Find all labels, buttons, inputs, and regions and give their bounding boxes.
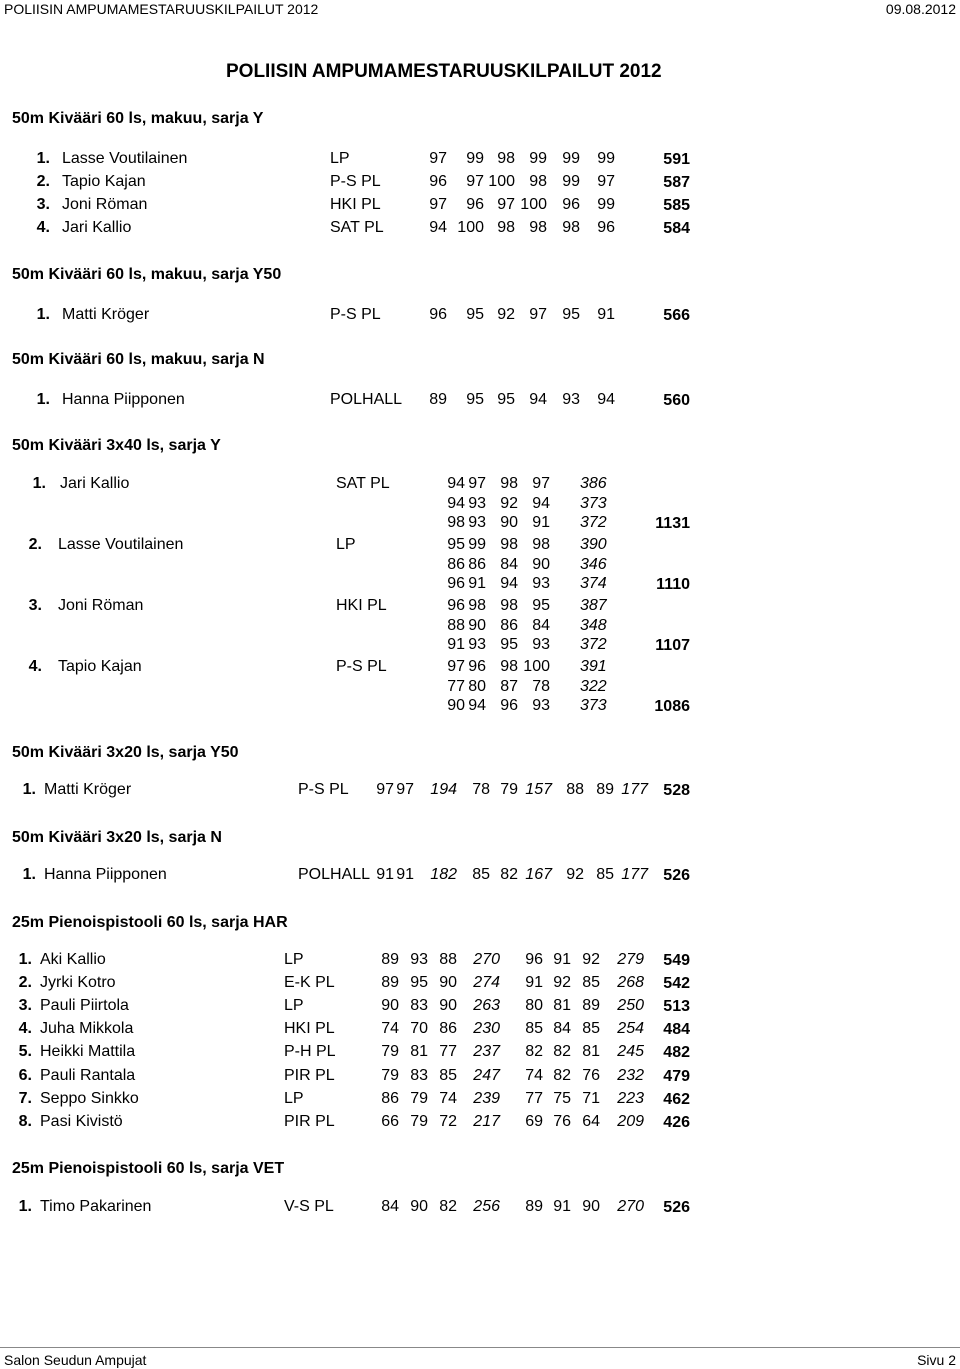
series-score: 93 [532,636,550,653]
result-place: 1. [22,866,36,883]
result-place: 2. [18,974,32,991]
series-score: 84 [553,1020,571,1037]
series-score: 89 [381,951,399,968]
series-score: 98 [532,536,550,553]
series-score: 98 [500,475,518,492]
shooter-name: Joni Röman [58,597,144,614]
total-score: 482 [663,1044,690,1061]
shooter-name: Matti Kröger [44,781,132,798]
series-score: 90 [500,514,518,531]
series-score: 93 [410,951,428,968]
result-place: 4. [28,658,42,675]
series-score: 88 [447,616,465,634]
series-score: 98 [500,597,518,614]
series-score: 97 [468,475,486,492]
result-place: 3. [18,997,32,1014]
series-score: 90 [381,997,399,1014]
series-score: 77 [447,677,465,695]
result-place: 5. [18,1043,32,1060]
section-heading: 50m Kivääri 60 ls, makuu, sarja N [12,351,265,368]
club-name: V-S PL [284,1198,334,1215]
club-name: P-S PL [336,658,387,675]
position-subtotal: 372 [580,514,607,531]
series-score: 74 [525,1067,543,1084]
series-score: 94 [597,391,615,408]
series-score: 84 [381,1198,399,1215]
series-score: 94 [529,391,547,408]
result-place: 1. [36,150,50,167]
series-score: 97 [429,150,447,167]
shooter-name: Seppo Sinkko [40,1090,139,1107]
footer-club: Salon Seudun Ampujat [4,1352,147,1368]
series-score: 76 [553,1113,571,1130]
series-score: 91 [447,636,465,653]
result-place: 4. [18,1020,32,1037]
series-score: 182 [430,866,457,883]
club-name: P-S PL [330,173,381,190]
series-score: 92 [553,974,571,991]
series-score: 93 [562,391,580,408]
series-score: 99 [562,150,580,167]
series-score: 279 [617,951,644,968]
series-score: 95 [532,597,550,614]
total-score: 462 [663,1091,690,1108]
series-score: 263 [473,997,500,1014]
series-score: 66 [381,1113,399,1130]
series-score: 268 [617,974,644,991]
series-score: 92 [497,306,515,323]
page-header [0,0,960,22]
total-score: 584 [663,220,690,237]
series-score: 79 [381,1067,399,1084]
club-name: SAT PL [336,475,390,492]
section-heading: 25m Pienoispistooli 60 ls, sarja VET [12,1160,285,1177]
series-score: 86 [439,1020,457,1037]
total-score: 1110 [656,576,690,593]
series-score: 77 [439,1043,457,1060]
series-score: 194 [430,781,457,798]
total-score: 1131 [655,515,690,532]
series-score: 96 [562,196,580,213]
series-score: 95 [466,306,484,323]
series-score: 167 [525,866,552,883]
series-score: 74 [439,1090,457,1107]
series-score: 270 [473,951,500,968]
series-score: 96 [500,697,518,714]
series-score: 72 [439,1113,457,1130]
club-name: HKI PL [336,597,387,614]
series-score: 93 [468,636,486,653]
club-name: P-S PL [298,781,349,798]
series-score: 81 [582,1043,600,1060]
series-score: 97 [376,781,394,798]
series-score: 85 [582,974,600,991]
series-score: 91 [376,866,394,883]
series-score: 90 [468,616,486,634]
series-score: 209 [617,1113,644,1130]
series-score: 99 [562,173,580,190]
club-name: HKI PL [330,196,381,213]
position-subtotal: 372 [580,636,607,653]
result-place: 2. [36,173,50,190]
series-score: 93 [532,697,550,714]
series-score: 100 [488,173,515,190]
series-score: 82 [439,1198,457,1215]
shooter-name: Pasi Kivistö [40,1113,123,1130]
series-score: 96 [525,951,543,968]
series-score: 85 [582,1020,600,1037]
series-score: 217 [473,1113,500,1130]
series-score: 92 [566,866,584,883]
club-name: LP [330,150,350,167]
total-score: 526 [663,1199,690,1216]
series-score: 247 [473,1067,500,1084]
series-score: 250 [617,997,644,1014]
shooter-name: Jyrki Kotro [40,974,116,991]
shooter-name: Tapio Kajan [62,173,146,190]
series-score: 97 [429,196,447,213]
series-score: 90 [439,974,457,991]
result-place: 2. [28,536,42,553]
series-score: 91 [532,514,550,531]
series-score: 90 [439,997,457,1014]
series-score: 93 [468,514,486,531]
series-score: 96 [429,173,447,190]
series-score: 83 [410,1067,428,1084]
series-score: 95 [562,306,580,323]
series-score: 86 [381,1090,399,1107]
shooter-name: Jari Kallio [62,219,132,236]
series-score: 77 [525,1090,543,1107]
series-score: 78 [472,781,490,798]
shooter-name: Matti Kröger [62,306,150,323]
header-title: POLIISIN AMPUMAMESTARUUSKILPAILUT 2012 [4,1,319,17]
series-score: 96 [447,575,465,592]
result-place: 8. [18,1113,32,1130]
series-score: 96 [447,597,465,614]
section-heading: 50m Kivääri 3x20 ls, sarja N [12,829,222,846]
series-score: 100 [520,196,547,213]
series-score: 157 [525,781,552,798]
series-score: 256 [473,1198,500,1215]
header-date: 09.08.2012 [885,1,956,17]
series-score: 98 [497,150,515,167]
club-name: PIR PL [284,1067,335,1084]
club-name: HKI PL [284,1020,335,1037]
series-score: 81 [553,997,571,1014]
result-place: 1. [32,475,46,492]
shooter-name: Pauli Piirtola [40,997,129,1014]
shooter-name: Timo Pakarinen [40,1198,152,1215]
series-score: 91 [597,306,615,323]
series-score: 85 [596,866,614,883]
shooter-name: Lasse Voutilainen [62,150,188,167]
series-score: 80 [525,997,543,1014]
series-score: 98 [500,658,518,675]
series-score: 80 [468,677,486,695]
series-score: 79 [410,1090,428,1107]
position-subtotal: 390 [580,536,607,553]
club-name: PIR PL [284,1113,335,1130]
total-score: 542 [663,975,690,992]
series-score: 79 [410,1113,428,1130]
series-score: 91 [553,951,571,968]
series-score: 71 [582,1090,600,1107]
club-name: E-K PL [284,974,335,991]
series-score: 99 [466,150,484,167]
series-score: 97 [532,475,550,492]
series-score: 82 [500,866,518,883]
result-place: 6. [18,1067,32,1084]
total-score: 549 [663,952,690,969]
total-score: 426 [663,1114,690,1131]
total-score: 560 [663,392,690,409]
club-name: P-S PL [330,306,381,323]
series-score: 177 [621,866,648,883]
series-score: 94 [447,494,465,512]
shooter-name: Hanna Piipponen [44,866,167,883]
series-score: 96 [468,658,486,675]
club-name: POLHALL [298,866,371,883]
club-name: POLHALL [330,391,403,408]
series-score: 82 [525,1043,543,1060]
series-score: 89 [582,997,600,1014]
series-score: 94 [468,697,486,714]
result-place: 1. [36,306,50,323]
series-score: 93 [532,575,550,592]
series-score: 232 [617,1067,644,1084]
series-score: 270 [617,1198,644,1215]
result-place: 1. [36,391,50,408]
position-subtotal: 386 [580,475,607,492]
series-score: 92 [500,494,518,512]
club-name: LP [284,997,304,1014]
series-score: 85 [472,866,490,883]
series-score: 89 [525,1198,543,1215]
series-score: 89 [596,781,614,798]
series-score: 89 [429,391,447,408]
position-subtotal: 391 [580,658,607,675]
result-place: 7. [18,1090,32,1107]
series-score: 95 [466,391,484,408]
series-score: 98 [529,173,547,190]
series-score: 245 [617,1043,644,1060]
series-score: 99 [529,150,547,167]
series-score: 79 [500,781,518,798]
series-score: 98 [468,597,486,614]
series-score: 96 [429,306,447,323]
shooter-name: Jari Kallio [60,475,130,492]
series-score: 230 [473,1020,500,1037]
position-subtotal: 346 [580,555,607,573]
total-score: 528 [663,782,690,799]
total-score: 1086 [654,698,690,715]
position-subtotal: 374 [580,575,607,592]
series-score: 81 [410,1043,428,1060]
series-score: 90 [410,1198,428,1215]
series-score: 98 [562,219,580,236]
series-score: 274 [473,974,500,991]
series-score: 95 [447,536,465,553]
series-score: 95 [497,391,515,408]
position-subtotal: 348 [580,616,607,634]
series-score: 94 [500,575,518,592]
shooter-name: Hanna Piipponen [62,391,185,408]
series-score: 93 [468,494,486,512]
shooter-name: Aki Kallio [40,951,106,968]
series-score: 76 [582,1067,600,1084]
series-score: 89 [381,974,399,991]
series-score: 97 [497,196,515,213]
series-score: 177 [621,781,648,798]
series-score: 237 [473,1043,500,1060]
series-score: 83 [410,997,428,1014]
series-score: 74 [381,1020,399,1037]
shooter-name: Juha Mikkola [40,1020,134,1037]
series-score: 98 [500,536,518,553]
series-score: 88 [439,951,457,968]
total-score: 587 [663,174,690,191]
series-score: 86 [500,616,518,634]
series-score: 95 [410,974,428,991]
series-score: 91 [468,575,486,592]
section-heading: 50m Kivääri 3x20 ls, sarja Y50 [12,744,239,761]
total-score: 566 [663,307,690,324]
series-score: 96 [597,219,615,236]
position-subtotal: 322 [580,677,607,695]
series-score: 91 [553,1198,571,1215]
section-heading: 50m Kivääri 60 ls, makuu, sarja Y [12,110,264,127]
page-title: POLIISIN AMPUMAMESTARUUSKILPAILUT 2012 [226,61,662,82]
series-score: 88 [566,781,584,798]
series-score: 85 [525,1020,543,1037]
series-score: 86 [447,555,465,573]
series-score: 98 [447,514,465,531]
total-score: 585 [663,197,690,214]
result-place: 3. [28,597,42,614]
position-subtotal: 387 [580,597,607,614]
series-score: 94 [429,219,447,236]
series-score: 87 [500,677,518,695]
series-score: 82 [553,1067,571,1084]
series-score: 90 [532,555,550,573]
series-score: 99 [597,196,615,213]
series-score: 95 [500,636,518,653]
series-score: 239 [473,1090,500,1107]
series-score: 96 [466,196,484,213]
club-name: LP [284,951,304,968]
series-score: 86 [468,555,486,573]
shooter-name: Pauli Rantala [40,1067,136,1084]
series-score: 94 [532,494,550,512]
position-subtotal: 373 [580,697,607,714]
total-score: 1107 [655,637,690,654]
series-score: 75 [553,1090,571,1107]
series-score: 99 [597,150,615,167]
series-score: 92 [582,951,600,968]
footer-page-number: Sivu 2 [917,1352,956,1368]
shooter-name: Joni Röman [62,196,148,213]
result-place: 1. [18,1198,32,1215]
series-score: 97 [466,173,484,190]
header-dashed-rule [50,37,910,38]
club-name: SAT PL [330,219,384,236]
club-name: LP [284,1090,304,1107]
series-score: 97 [529,306,547,323]
total-score: 591 [663,151,690,168]
series-score: 223 [617,1090,644,1107]
series-score: 97 [396,781,414,798]
series-score: 79 [381,1043,399,1060]
section-heading: 50m Kivääri 60 ls, makuu, sarja Y50 [12,266,282,283]
series-score: 97 [447,658,465,675]
total-score: 513 [663,998,690,1015]
series-score: 82 [553,1043,571,1060]
series-score: 94 [447,475,465,492]
section-heading: 50m Kivääri 3x40 ls, sarja Y [12,437,221,454]
series-score: 90 [582,1198,600,1215]
series-score: 254 [617,1020,644,1037]
result-place: 1. [22,781,36,798]
series-score: 84 [532,616,550,634]
series-score: 97 [597,173,615,190]
series-score: 78 [532,677,550,695]
series-score: 70 [410,1020,428,1037]
series-score: 64 [582,1113,600,1130]
series-score: 100 [457,219,484,236]
series-score: 84 [500,555,518,573]
club-name: P-H PL [284,1043,336,1060]
series-score: 69 [525,1113,543,1130]
result-place: 1. [18,951,32,968]
series-score: 91 [396,866,414,883]
total-score: 484 [663,1021,690,1038]
shooter-name: Heikki Mattila [40,1043,136,1060]
result-place: 3. [36,196,50,213]
footer-rule [0,1347,960,1348]
total-score: 479 [663,1068,690,1085]
position-subtotal: 373 [580,494,607,512]
series-score: 98 [529,219,547,236]
result-place: 4. [36,219,50,236]
series-score: 100 [523,658,550,675]
series-score: 85 [439,1067,457,1084]
club-name: LP [336,536,356,553]
total-score: 526 [663,867,690,884]
section-heading: 25m Pienoispistooli 60 ls, sarja HAR [12,914,288,931]
shooter-name: Tapio Kajan [58,658,142,675]
series-score: 99 [468,536,486,553]
series-score: 90 [447,697,465,714]
series-score: 91 [525,974,543,991]
shooter-name: Lasse Voutilainen [58,536,184,553]
series-score: 98 [497,219,515,236]
